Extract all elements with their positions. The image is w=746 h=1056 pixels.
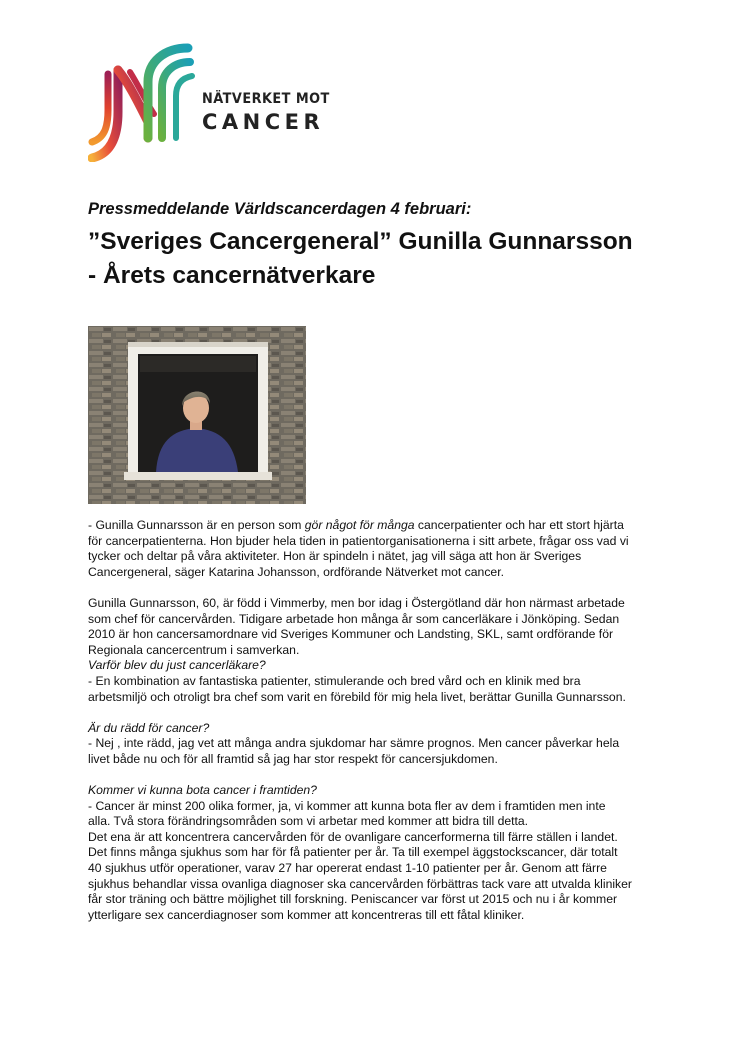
logo-line-2: CANCER xyxy=(202,110,325,134)
paragraph-quote xyxy=(88,518,668,580)
title-line-2: - Årets cancernätverkare xyxy=(88,262,376,289)
text-line: Gunilla Gunnarsson, 60, är född i Vimmerby, men bor idag i Östergötland där hon närmast arbetade xyxy=(88,595,625,610)
text-span: - Gunilla Gunnarsson är en person som xyxy=(88,518,305,532)
text-line: 2010 är hon cancersamordnare vid Sveriges Kommuner och Landsting, SKL, samt ordförande för xyxy=(88,627,614,642)
text-line: sjukhus behandlar vissa ovanliga diagnoser ska cancervården förbättras tack vare att utvalda kliniker xyxy=(88,876,632,891)
text-line: - En kombination av fantastiska patienter, stimulerande och bred vård och en klinik med bra xyxy=(88,673,581,688)
text-line: Det finns många sjukhus som har för få patienter per år. Ta till exempel äggstockscancer, där totalt xyxy=(88,845,618,860)
text-line xyxy=(88,518,668,534)
interview-question: Är du rädd för cancer? xyxy=(88,720,210,735)
text-line: för cancerpatienterna. Hon bjuder hela tiden in patientorganisationerna i sitt arbete, frågar oss vad vi xyxy=(88,533,629,548)
article-body xyxy=(88,518,668,923)
text-line: Regionala cancercentrum i samverkan. xyxy=(88,642,300,657)
logo-wordmark xyxy=(202,92,341,133)
paragraph-q3 xyxy=(88,783,668,923)
press-release-kicker: Pressmeddelande Världscancerdagen 4 februari: xyxy=(88,200,472,218)
interview-question: Varför blev du just cancerläkare? xyxy=(88,658,266,673)
text-line: Det ena är att koncentrera cancervården för de ovanligare cancerformerna till färre ställen i landet. xyxy=(88,829,618,844)
paragraph-q2 xyxy=(88,721,668,768)
title-line-1: ”Sveriges Cancergeneral” Gunilla Gunnarsson xyxy=(88,228,633,255)
text-line: Cancergeneral, säger Katarina Johansson, ordförande Nätverket mot cancer. xyxy=(88,564,504,579)
text-line: ytterligare sex cancerdiagnoser som kommer att koncentreras till ett fåtal kliniker. xyxy=(88,907,525,922)
logo-line-1: NÄTVERKET MOT xyxy=(202,91,330,107)
page-title xyxy=(88,225,633,293)
organization-logo xyxy=(88,42,330,162)
text-line: får stor träning och bättre möjlighet till forskning. Peniscancer var först ut 2015 och nu i år kommer xyxy=(88,892,618,907)
portrait-photo xyxy=(88,326,306,504)
interview-question: Kommer vi kunna bota cancer i framtiden? xyxy=(88,783,317,798)
text-line: arbetsmiljö och otroligt bra chef som varit en förebild för mig hela livet, berättar Gunilla Gunnarsson. xyxy=(88,689,626,704)
text-line: alla. Två stora förändringsområden som vi arbetar med kommer att bidra till detta. xyxy=(88,814,529,829)
emphasis-span: gör något för många xyxy=(304,518,415,532)
paragraph-bio xyxy=(88,596,668,705)
text-line: tycker och deltar på våra aktiviteter. Hon är spindeln i nätet, jag vill säga att hon är Sveriges xyxy=(88,549,582,564)
text-line: - Cancer är minst 200 olika former, ja, vi kommer att kunna bota fler av dem i framtiden men inte xyxy=(88,798,606,813)
text-span: cancerpatienter och har ett stort hjärta xyxy=(414,518,624,532)
logo-mark-icon xyxy=(88,42,198,162)
text-line: som chef för cancervården. Tidigare arbetade hon många år som cancerläkare i Jönköping. Sedan xyxy=(88,611,620,626)
text-line: livet både nu och för all framtid så jag har stor respekt för cancersjukdomen. xyxy=(88,751,498,766)
text-line: 40 sjukhus utför operationer, varav 27 har opererat endast 1-10 patienter per år. Genom att färre xyxy=(88,861,607,876)
text-line: - Nej , inte rädd, jag vet att många andra sjukdomar har sämre prognos. Men cancer påverkar hela xyxy=(88,736,620,751)
